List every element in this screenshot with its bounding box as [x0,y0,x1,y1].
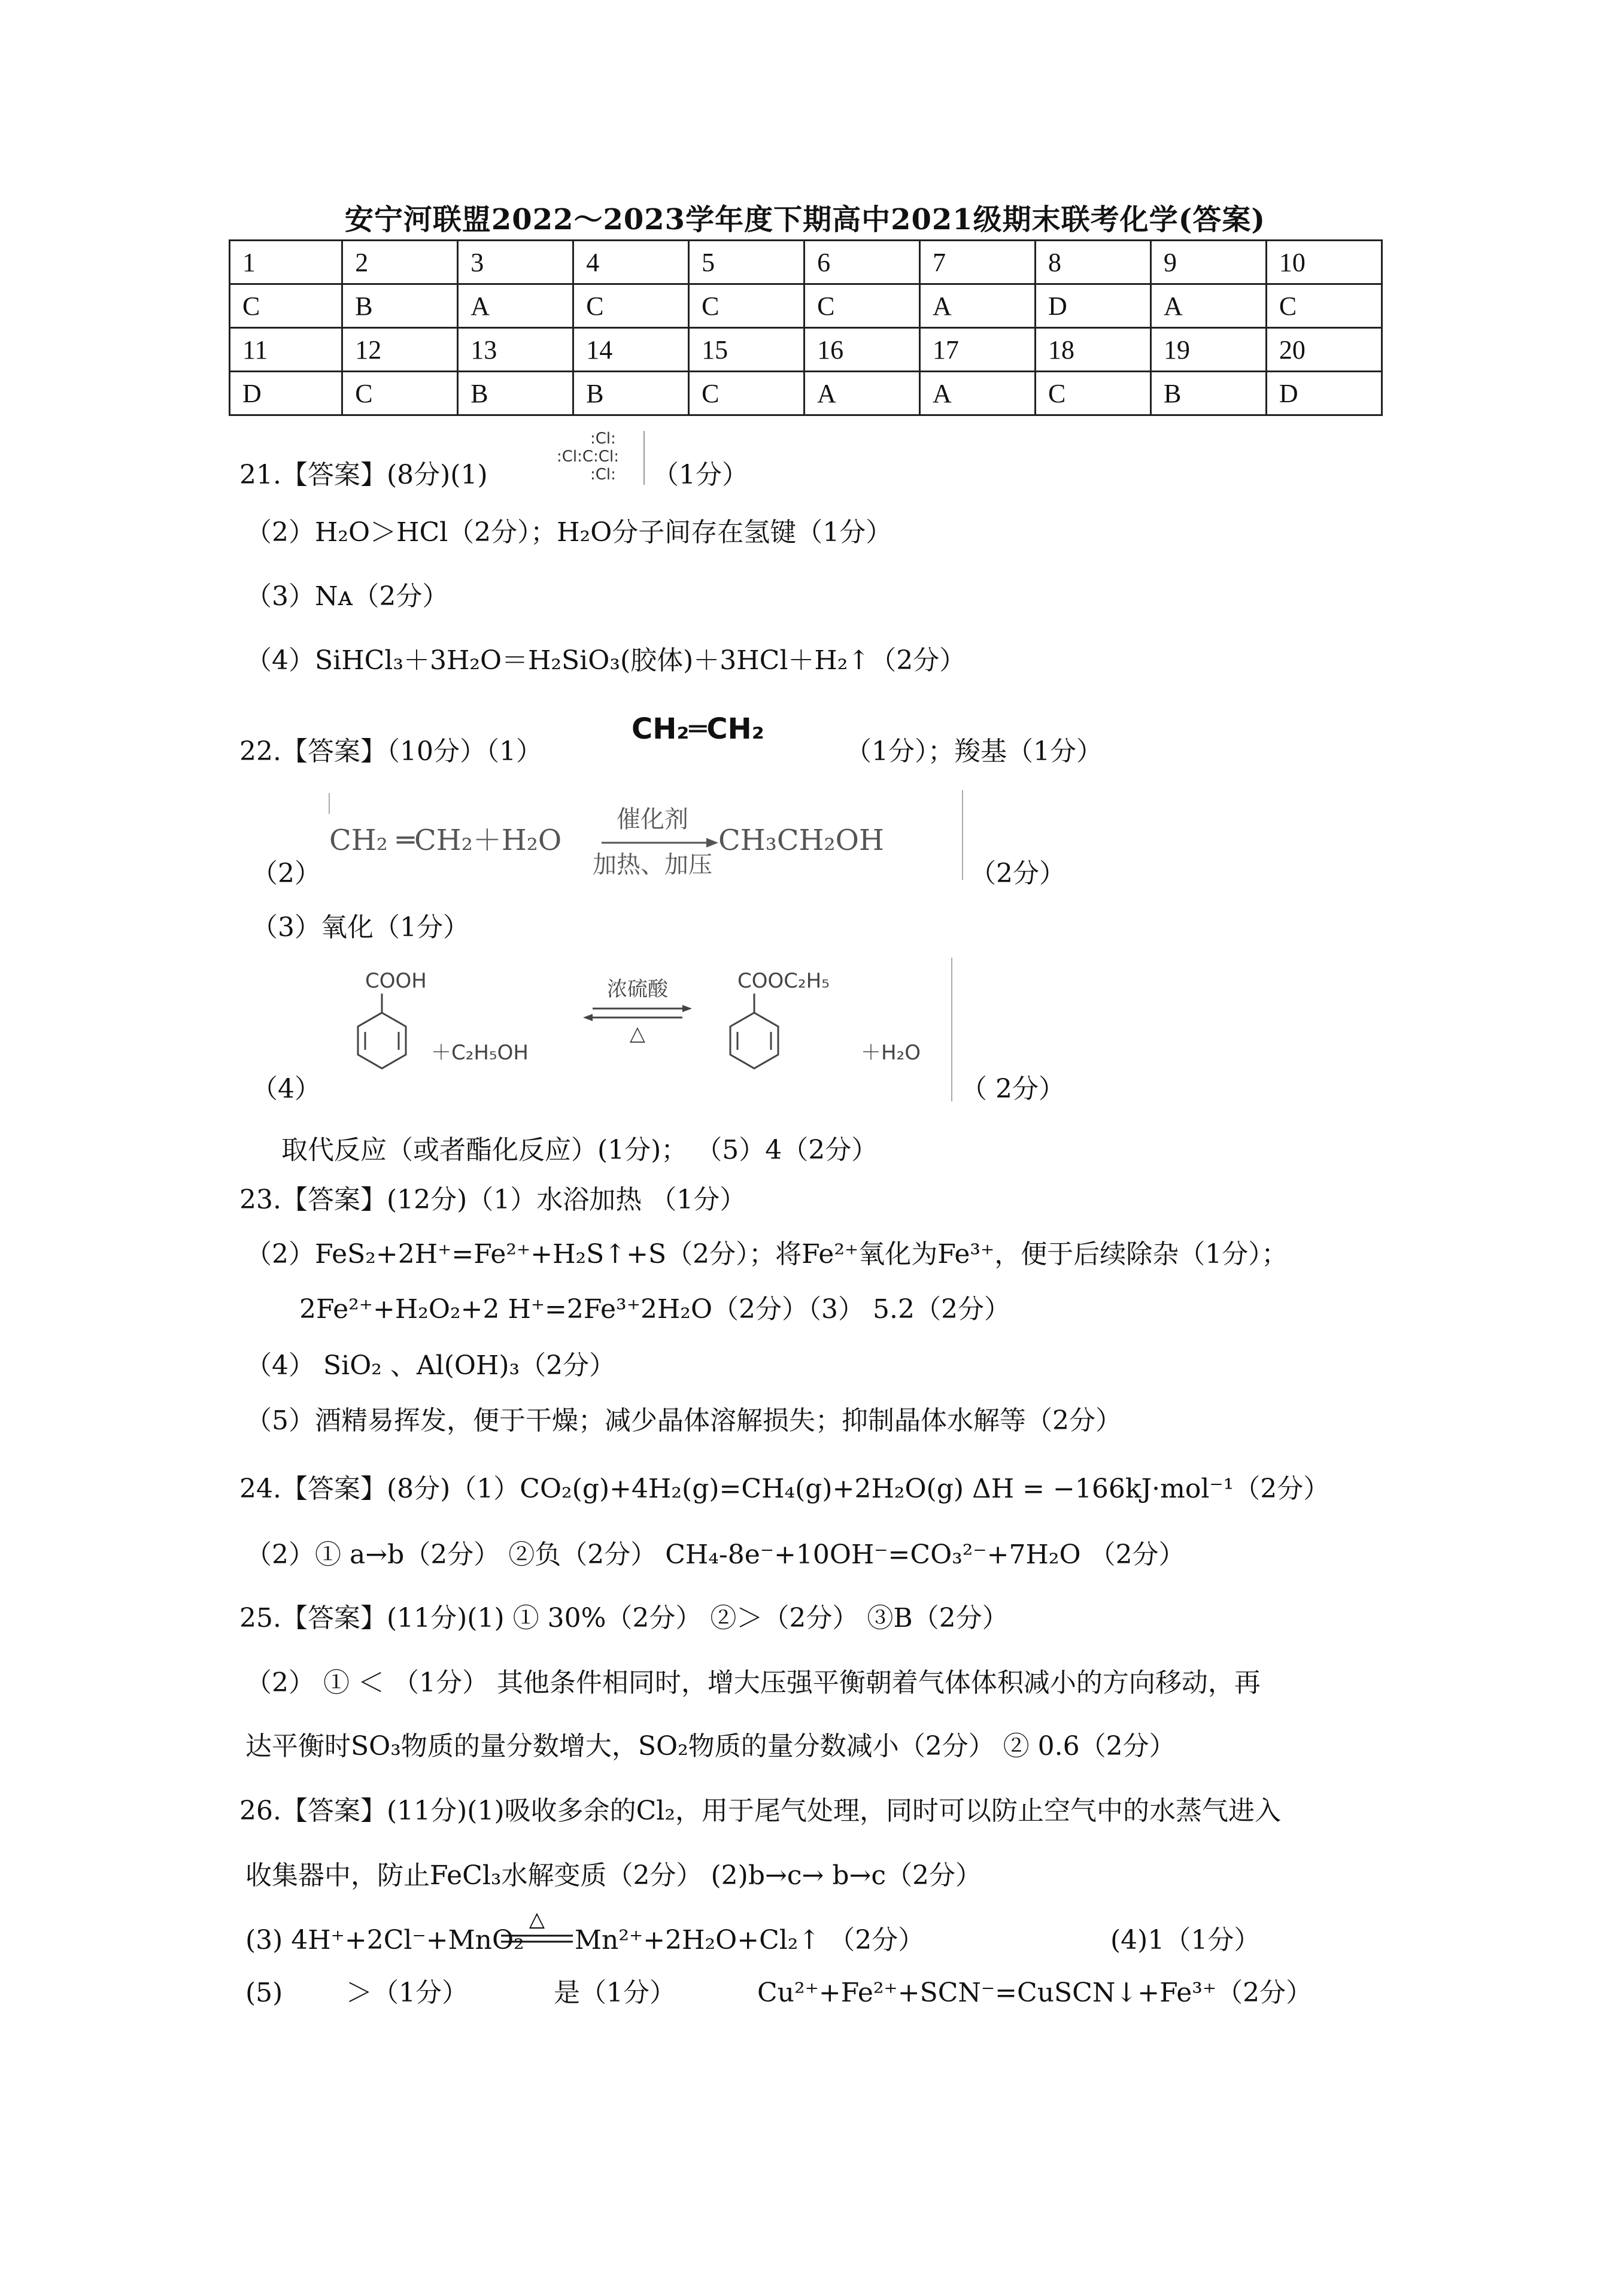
q21-p3: （3）Nᴀ（2分） [245,581,449,612]
q22-head: 22.【答案】（10分）（1） [239,736,542,767]
answer-table-cell: 4 [573,241,689,284]
answer-table-cell: C [342,372,458,415]
svg-text::Cl:C:Cl:: :Cl:C:Cl: [557,448,619,466]
eq-cond-top: 催化剂 [617,806,688,833]
q23-p4: （4） SiO₂ 、Al(OH)₃（2分） [245,1350,616,1381]
q26-line4-b: ＞（1分） [346,1978,468,2008]
water-product: ＋H₂O [861,1041,921,1065]
q23-p5: （5）酒精易挥发，便于干燥；减少晶体溶解损失；抑制晶体水解等（2分） [245,1405,1122,1436]
answer-table-cell: 15 [689,328,804,372]
svg-text::Cl:: :Cl: [590,430,616,448]
ccl4-lewis-structure-icon [551,428,646,488]
answer-table-row [230,328,1382,372]
benzoic-acid-group: COOH [365,969,427,993]
q24-line1: 24.【答案】(8分)（1）CO₂(g)+4H₂(g)=CH₄(g)+2H₂O(g) ΔH = −166kJ·mol⁻¹（2分） [239,1474,1330,1504]
heat-condition-arrow [498,1908,576,1950]
answer-table-row [230,241,1382,284]
answer-table-cell: D [230,372,342,415]
esterification-cond-top: 浓硫酸 [607,977,668,1001]
q21-p2: （2）H₂O＞HCl（2分）；H₂O分子间存在氢键（1分） [245,517,892,548]
page-title: 安宁河联盟2022～2023学年度下期高中2021级期末联考化学(答案) [344,203,1266,236]
svg-text::Cl:: :Cl: [590,466,616,484]
answer-table-cell: 5 [689,241,804,284]
answer-table-cell: 20 [1266,328,1382,372]
q22-p2-score: （2分） [970,858,1065,889]
answer-table-cell: 3 [458,241,573,284]
q23-p2a: （2）FeS₂+2H⁺=Fe²⁺+H₂S↑+S（2分）；将Fe²⁺氧化为Fe³⁺，便于后续除杂（1分）； [245,1239,1288,1270]
q26-line4-d: Cu²⁺+Fe²⁺+SCN⁻=CuSCN↓+Fe³⁺（2分） [757,1978,1313,2008]
q22-p4-score: （ 2分） [961,1074,1065,1104]
q23-head: 23.【答案】(12分)（1）水浴加热 （1分） [239,1185,746,1215]
answer-table-cell: C [689,284,804,328]
q26-line3-right: Mn²⁺+2H₂O+Cl₂↑ （2分） [575,1925,925,1955]
answer-table-cell: A [458,284,573,328]
q22-p4-label: （4） [251,1074,321,1104]
answer-table-cell: 6 [804,241,920,284]
answer-table-row [230,372,1382,415]
answer-table-cell: 1 [230,241,342,284]
ester-group: COOC₂H₅ [737,969,830,993]
q21-head: 21.【答案】(8分)(1) [239,460,488,490]
answer-table-cell: D [1266,372,1382,415]
answer-table-cell: 9 [1150,241,1266,284]
q21-p1-score: （1分） [652,460,748,490]
answer-table-cell: B [573,372,689,415]
q26-line3-tail: (4)1（1分） [1110,1925,1261,1955]
answer-table-cell: 10 [1266,241,1382,284]
q26-line2: 收集器中，防止FeCl₃水解变质（2分） (2)b→c→ b→c（2分） [245,1860,982,1891]
q26-line1: 26.【答案】(11分)(1)吸收多余的Cl₂，用于尾气处理，同时可以防止空气中的水蒸气进入 [239,1796,1281,1826]
answer-table-cell: 2 [342,241,458,284]
answer-table-cell: D [1036,284,1151,328]
q25-line1: 25.【答案】(11分)(1) ① 30%（2分） ②＞（2分） ③B（2分） [239,1603,1009,1633]
answer-table-cell: A [920,372,1036,415]
q21-p4: （4）SiHCl₃＋3H₂O＝H₂SiO₃(胶体)＋3HCl＋H₂↑（2分） [245,645,966,676]
answer-table-row [230,284,1382,328]
esterification-equation [323,958,958,1107]
q25-line2: （2） ① ＜ （1分） 其他条件相同时，增大压强平衡朝着气体体积减小的方向移动，再 [245,1668,1261,1698]
answer-table-cell: A [1150,284,1266,328]
answer-table-cell: 18 [1036,328,1151,372]
q26-line4-label: (5) [245,1978,283,2008]
q25-line3: 达平衡时SO₃物质的量分数增大，SO₂物质的量分数减小（2分） ② 0.6（2分） [245,1731,1176,1762]
answer-table-cell: C [689,372,804,415]
answer-table-cell: B [1150,372,1266,415]
heat-symbol: △ [529,1908,545,1931]
answer-table-cell: C [573,284,689,328]
ethanol-reagent: ＋C₂H₅OH [431,1041,529,1065]
q22-p5: 取代反应（或者酯化反应）(1分)； （5）4（2分） [281,1135,878,1165]
answer-table-cell: B [342,284,458,328]
answer-table-cell: C [1266,284,1382,328]
answer-table-cell: 7 [920,241,1036,284]
answer-table-cell: A [920,284,1036,328]
answer-table-cell: C [230,284,342,328]
answer-table-cell: C [1036,372,1151,415]
eq-cond-bottom: 加热、加压 [593,851,712,879]
answer-table-cell: 11 [230,328,342,372]
q22-p1-tail: （1分）；羧基（1分） [845,736,1103,767]
esterification-cond-bottom: △ [629,1022,646,1046]
answer-table-cell: C [804,284,920,328]
answer-table-cell: 19 [1150,328,1266,372]
q22-p3: （3）氧化（1分） [251,912,469,943]
answer-table [229,239,1383,416]
answer-table-cell: 8 [1036,241,1151,284]
answer-table-cell: 14 [573,328,689,372]
answer-table-cell: A [804,372,920,415]
q24-line2: （2）① a→b（2分） ②负（2分） CH₄-8e⁻+10OH⁻=CO₃²⁻+7H₂O （2分） [245,1539,1185,1570]
q23-p2b: 2Fe²⁺+H₂O₂+2 H⁺=2Fe³⁺2H₂O（2分）（3） 5.2（2分） [299,1294,1010,1325]
q26-line3-left: (3) 4H⁺+2Cl⁻+MnO₂ [245,1925,524,1955]
answer-table-cell: 12 [342,328,458,372]
q26-line4-c: 是（1分） [554,1978,676,2008]
q22-p2-label: （2） [251,858,321,889]
ethylene-hydration-equation [323,790,970,886]
answer-table-cell: 13 [458,328,573,372]
answer-table-cell: B [458,372,573,415]
answer-table-cell: 17 [920,328,1036,372]
eq-right: CH₃CH₂OH [718,824,884,857]
answer-table-cell: 16 [804,328,920,372]
eq-left: CH₂ ═CH₂＋H₂O [329,824,562,857]
ethylene-formula: CH₂═CH₂ [632,712,764,746]
